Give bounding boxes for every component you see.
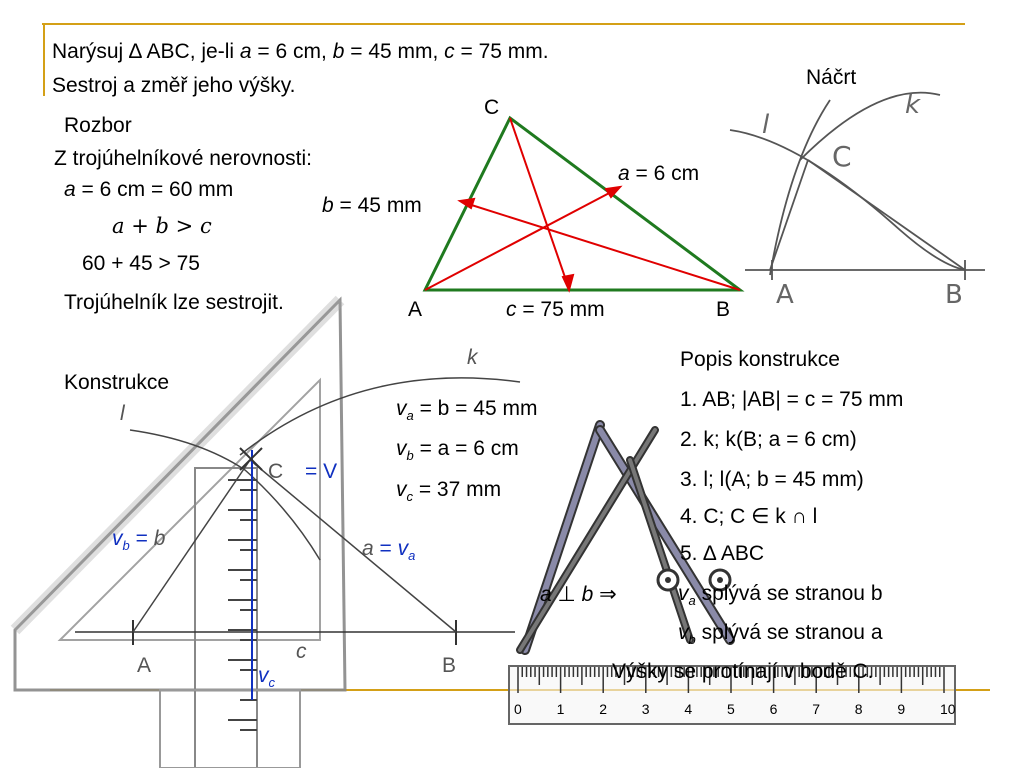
- construction-k-label: k: [467, 346, 478, 369]
- height-vb: $v_b = a = 6$ cm: [396, 437, 519, 464]
- construction-vc-label: $v_c$: [258, 664, 275, 691]
- perpendicular-note: a ⊥ b ⇒: [540, 583, 617, 606]
- ruler-number: 6: [769, 701, 778, 717]
- construction-c-label: C: [268, 460, 284, 483]
- ruler-number: 8: [854, 701, 863, 717]
- sketch-b-label: B: [945, 280, 963, 310]
- construction-b-label: B: [442, 654, 457, 677]
- construction-a-va-label: $a = v_a$: [362, 537, 416, 564]
- va-coincides: $v_a$ splývá se stranou b: [678, 582, 883, 609]
- conclusion: Trojúhelník lze sestrojit.: [64, 291, 284, 314]
- height-va: $v_a = b = 45$ mm: [396, 397, 538, 424]
- construction-a-label: A: [137, 654, 152, 677]
- sketch-a-label: A: [776, 280, 794, 310]
- sketch-k-label: k: [905, 90, 921, 120]
- task-line-1: Narýsuj ∆ ABC, je-li a = 6 cm, b = 45 mm, c = 75 mm.: [52, 40, 549, 63]
- construction-heading: Konstrukce: [64, 371, 170, 394]
- ruler-number: 10: [940, 701, 956, 717]
- description-step-1: 1. AB; |AB| = c = 75 mm: [680, 388, 904, 411]
- construction-v-label: = V: [305, 460, 338, 483]
- ruler-number: 0: [514, 701, 522, 717]
- vertex-b-label: B: [716, 298, 731, 321]
- description-step-3: 3. l; l(A; b = 45 mm): [680, 468, 864, 491]
- side-c-label: c = 75 mm: [506, 298, 605, 321]
- unit-conversion: a = 6 cm = 60 mm: [64, 178, 234, 201]
- ruler-number: 5: [727, 701, 735, 717]
- description-step-5: 5. ∆ ABC: [680, 542, 765, 565]
- analysis-heading: Rozbor: [64, 114, 132, 137]
- construction-vb-b-label: $v_b = b$: [112, 527, 166, 554]
- inequality: a + b > c: [112, 214, 212, 238]
- numeric-inequality: 60 + 45 > 75: [82, 252, 200, 275]
- sketch-label: Náčrt: [806, 66, 857, 89]
- ruler-number: 2: [599, 701, 607, 717]
- vb-coincides: $v_b$ splývá se stranou a: [678, 621, 883, 648]
- vertex-a-label: A: [408, 298, 423, 321]
- construction-side-c-label: c: [296, 640, 307, 663]
- description-step-4: 4. C; C ∈ k ∩ l: [680, 505, 818, 528]
- intersection-note: Výšky se protínají v bodě C.: [612, 660, 874, 683]
- description-heading: Popis konstrukce: [680, 348, 840, 371]
- description-step-2: 2. k; k(B; a = 6 cm): [680, 428, 857, 451]
- construction-l-label: l: [120, 402, 125, 425]
- ruler-number: 4: [684, 701, 693, 717]
- task-line-2: Sestroj a změř jeho výšky.: [52, 74, 296, 97]
- ruler-number: 9: [897, 701, 906, 717]
- ruler-number: 3: [641, 701, 650, 717]
- ruler-number: 1: [556, 701, 565, 717]
- sketch-c-label: C: [832, 140, 852, 173]
- side-b-label: b = 45 mm: [322, 194, 422, 217]
- sketch-l-label: l: [762, 110, 770, 140]
- vertex-c-label: C: [484, 96, 500, 119]
- side-a-label: a = 6 cm: [618, 162, 700, 185]
- ruler-number: 7: [812, 701, 820, 717]
- inequality-heading: Z trojúhelníkové nerovnosti:: [54, 147, 312, 170]
- height-vc: $v_c = 37$ mm: [396, 478, 502, 505]
